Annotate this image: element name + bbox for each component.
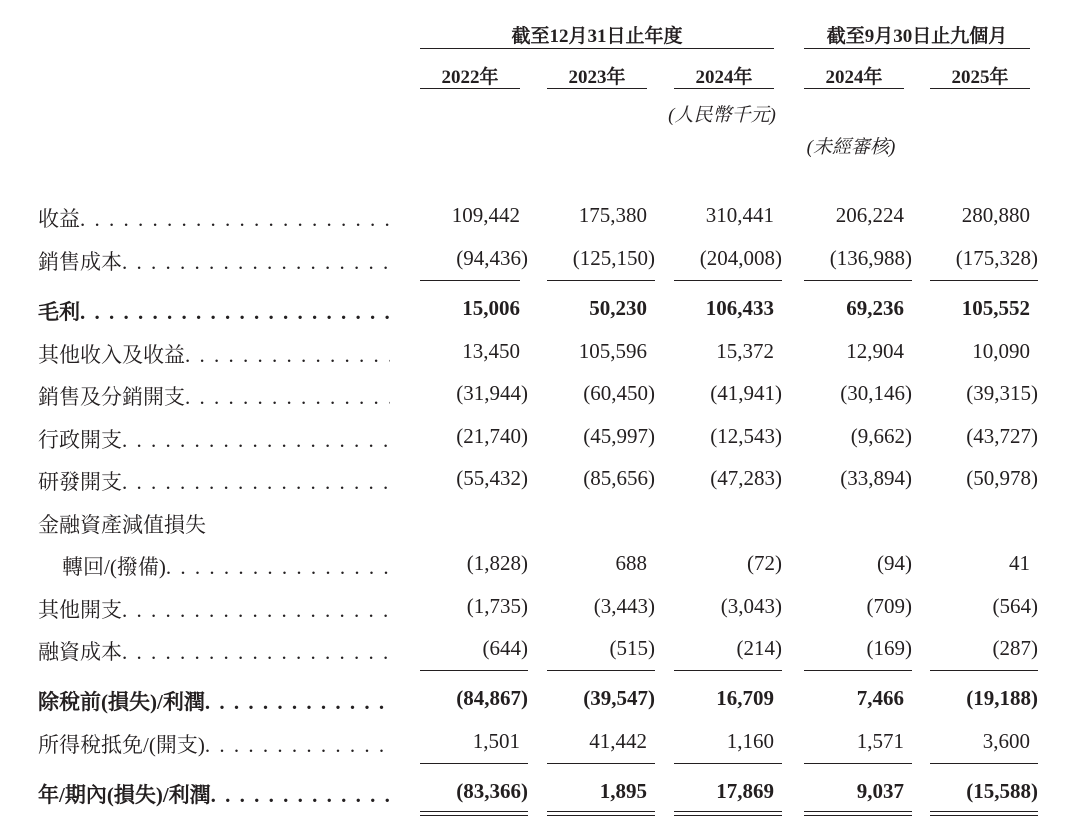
net-double-rule-2025-9m-a bbox=[930, 811, 1038, 812]
pretax-rule-2025-9m bbox=[930, 670, 1038, 671]
cell-impairment-2025-9m: 41 bbox=[1009, 551, 1030, 575]
unit-note: (人民幣千元) bbox=[668, 105, 776, 126]
cell-finance-costs-2024-9m: (169) bbox=[866, 636, 912, 660]
cell-selling-expenses-2024-9m: (30,146) bbox=[840, 381, 912, 405]
cell-admin-expenses-2024: (12,543) bbox=[710, 424, 782, 448]
cell-revenue-2024-9m: 206,224 bbox=[835, 203, 904, 227]
year-header-2024: 2024年 bbox=[695, 67, 753, 88]
cell-rnd-expenses-2025-9m: (50,978) bbox=[966, 466, 1038, 490]
cell-pretax-2022: (84,867) bbox=[456, 686, 528, 710]
row-label-finance-costs: 融資成本 . . . bbox=[38, 636, 390, 666]
year-header-2025-9m: 2025年 bbox=[951, 67, 1009, 88]
cell-income-tax-2022: 1,501 bbox=[472, 729, 520, 753]
cell-cost-of-sales-2023: (125,150) bbox=[572, 246, 655, 270]
header-year-ended: 截至12月31日止年度 bbox=[511, 26, 683, 47]
subtotal-rule-2024 bbox=[674, 280, 782, 281]
cell-finance-costs-2022: (644) bbox=[482, 636, 528, 660]
pretax-rule-2024 bbox=[674, 670, 782, 671]
subtotal-rule-2022 bbox=[420, 280, 520, 281]
cell-admin-expenses-2022: (21,740) bbox=[456, 424, 528, 448]
cell-net-profit-2022: (83,366) bbox=[456, 779, 528, 803]
pretax-rule-2024-9m bbox=[804, 670, 912, 671]
cell-cost-of-sales-2024: (204,008) bbox=[699, 246, 782, 270]
header-nine-months: 截至9月30日止九個月 bbox=[826, 26, 1008, 47]
year-rule-2023 bbox=[547, 88, 647, 89]
row-label-impairment-reversal: 轉回/(撥備) . . . bbox=[62, 551, 390, 581]
cell-finance-costs-2023: (515) bbox=[609, 636, 655, 660]
cell-pretax-2024-9m: 7,466 bbox=[856, 686, 904, 710]
cell-impairment-2024-9m: (94) bbox=[877, 551, 912, 575]
net-double-rule-2023-a bbox=[547, 811, 655, 812]
cell-gross-profit-2023: 50,230 bbox=[589, 296, 647, 320]
cell-other-income-2022: 13,450 bbox=[462, 339, 520, 363]
year-header-2022: 2022年 bbox=[441, 67, 499, 88]
cell-impairment-2024: (72) bbox=[747, 551, 782, 575]
year-header-2024-9m: 2024年 bbox=[825, 67, 883, 88]
cell-other-expenses-2022: (1,735) bbox=[466, 594, 528, 618]
cell-selling-expenses-2025-9m: (39,315) bbox=[966, 381, 1038, 405]
cell-revenue-2023: 175,380 bbox=[578, 203, 647, 227]
net-double-rule-2024-b bbox=[674, 815, 782, 816]
cell-pretax-2023: (39,547) bbox=[583, 686, 655, 710]
net-rule-2023 bbox=[547, 763, 655, 764]
row-label-selling-expenses: 銷售及分銷開支 . . . bbox=[38, 381, 390, 411]
net-double-rule-2024-a bbox=[674, 811, 782, 812]
cell-pretax-2024: 16,709 bbox=[716, 686, 774, 710]
year-header-2023: 2023年 bbox=[568, 67, 626, 88]
header-rule-nine-months bbox=[804, 48, 1030, 49]
cell-selling-expenses-2022: (31,944) bbox=[456, 381, 528, 405]
cell-finance-costs-2025-9m: (287) bbox=[992, 636, 1038, 660]
pretax-rule-2023 bbox=[547, 670, 655, 671]
cell-gross-profit-2022: 15,006 bbox=[462, 296, 520, 320]
net-rule-2024-9m bbox=[804, 763, 912, 764]
net-double-rule-2024-9m-a bbox=[804, 811, 912, 812]
net-double-rule-2025-9m-b bbox=[930, 815, 1038, 816]
cell-impairment-2022: (1,828) bbox=[466, 551, 528, 575]
cell-other-expenses-2024-9m: (709) bbox=[866, 594, 912, 618]
year-rule-2022 bbox=[420, 88, 520, 89]
pretax-rule-2022 bbox=[420, 670, 528, 671]
net-rule-2025-9m bbox=[930, 763, 1038, 764]
row-label-admin-expenses: 行政開支 . . . bbox=[38, 424, 390, 454]
cell-rnd-expenses-2024: (47,283) bbox=[710, 466, 782, 490]
cell-admin-expenses-2023: (45,997) bbox=[583, 424, 655, 448]
cell-net-profit-2024-9m: 9,037 bbox=[856, 779, 904, 803]
row-label-net-profit: 年/期內(損失)/利潤 . . . bbox=[38, 779, 390, 809]
cell-net-profit-2025-9m: (15,588) bbox=[966, 779, 1038, 803]
cell-other-income-2024-9m: 12,904 bbox=[846, 339, 904, 363]
cell-net-profit-2024: 17,869 bbox=[716, 779, 774, 803]
cell-other-expenses-2024: (3,043) bbox=[720, 594, 782, 618]
cell-gross-profit-2024-9m: 69,236 bbox=[846, 296, 904, 320]
unaudited-note: (未經審核) bbox=[806, 137, 896, 158]
row-label-rnd-expenses: 研發開支 . . . bbox=[38, 466, 390, 496]
header-rule-year-ended bbox=[420, 48, 774, 49]
cell-other-expenses-2025-9m: (564) bbox=[992, 594, 1038, 618]
subtotal-rule-2025-9m bbox=[930, 280, 1038, 281]
row-label-cost-of-sales: 銷售成本 . . . bbox=[38, 246, 390, 276]
cell-rnd-expenses-2023: (85,656) bbox=[583, 466, 655, 490]
cell-income-tax-2024-9m: 1,571 bbox=[856, 729, 904, 753]
cell-revenue-2022: 109,442 bbox=[451, 203, 520, 227]
cell-income-tax-2024: 1,160 bbox=[726, 729, 774, 753]
cell-admin-expenses-2024-9m: (9,662) bbox=[850, 424, 912, 448]
cell-impairment-2023: 688 bbox=[615, 551, 647, 575]
cell-rnd-expenses-2024-9m: (33,894) bbox=[840, 466, 912, 490]
cell-finance-costs-2024: (214) bbox=[736, 636, 782, 660]
cell-other-income-2024: 15,372 bbox=[716, 339, 774, 363]
row-label-revenue: 收益 . . . bbox=[38, 203, 390, 233]
cell-net-profit-2023: 1,895 bbox=[599, 779, 647, 803]
net-rule-2022 bbox=[420, 763, 528, 764]
cell-income-tax-2023: 41,442 bbox=[589, 729, 647, 753]
subtotal-rule-2024-9m bbox=[804, 280, 912, 281]
row-label-other-income: 其他收入及收益 . . . bbox=[38, 339, 390, 369]
row-label-other-expenses: 其他開支 . . . bbox=[38, 594, 390, 624]
net-rule-2024 bbox=[674, 763, 782, 764]
cell-other-income-2025-9m: 10,090 bbox=[972, 339, 1030, 363]
cell-revenue-2024: 310,441 bbox=[705, 203, 774, 227]
row-label-income-tax: 所得稅抵免/(開支) . . . bbox=[38, 729, 390, 759]
subtotal-rule-2023 bbox=[547, 280, 655, 281]
row-label-impairment: 金融資產減值損失 bbox=[38, 513, 206, 537]
cell-selling-expenses-2023: (60,450) bbox=[583, 381, 655, 405]
cell-cost-of-sales-2025-9m: (175,328) bbox=[955, 246, 1038, 270]
cell-other-expenses-2023: (3,443) bbox=[593, 594, 655, 618]
cell-revenue-2025-9m: 280,880 bbox=[961, 203, 1030, 227]
net-double-rule-2024-9m-b bbox=[804, 815, 912, 816]
cell-other-income-2023: 105,596 bbox=[578, 339, 647, 363]
row-label-gross-profit: 毛利 . . . bbox=[38, 296, 390, 326]
net-double-rule-2023-b bbox=[547, 815, 655, 816]
cell-admin-expenses-2025-9m: (43,727) bbox=[966, 424, 1038, 448]
cell-cost-of-sales-2022: (94,436) bbox=[456, 246, 528, 270]
cell-rnd-expenses-2022: (55,432) bbox=[456, 466, 528, 490]
row-label-pretax: 除稅前(損失)/利潤 . . . bbox=[38, 686, 390, 716]
net-double-rule-2022-a bbox=[420, 811, 528, 812]
year-rule-2024-9m bbox=[804, 88, 904, 89]
net-double-rule-2022-b bbox=[420, 815, 528, 816]
cell-income-tax-2025-9m: 3,600 bbox=[982, 729, 1030, 753]
year-rule-2024 bbox=[674, 88, 774, 89]
cell-selling-expenses-2024: (41,941) bbox=[710, 381, 782, 405]
cell-pretax-2025-9m: (19,188) bbox=[966, 686, 1038, 710]
cell-gross-profit-2024: 106,433 bbox=[705, 296, 774, 320]
year-rule-2025-9m bbox=[930, 88, 1030, 89]
cell-cost-of-sales-2024-9m: (136,988) bbox=[829, 246, 912, 270]
cell-gross-profit-2025-9m: 105,552 bbox=[961, 296, 1030, 320]
